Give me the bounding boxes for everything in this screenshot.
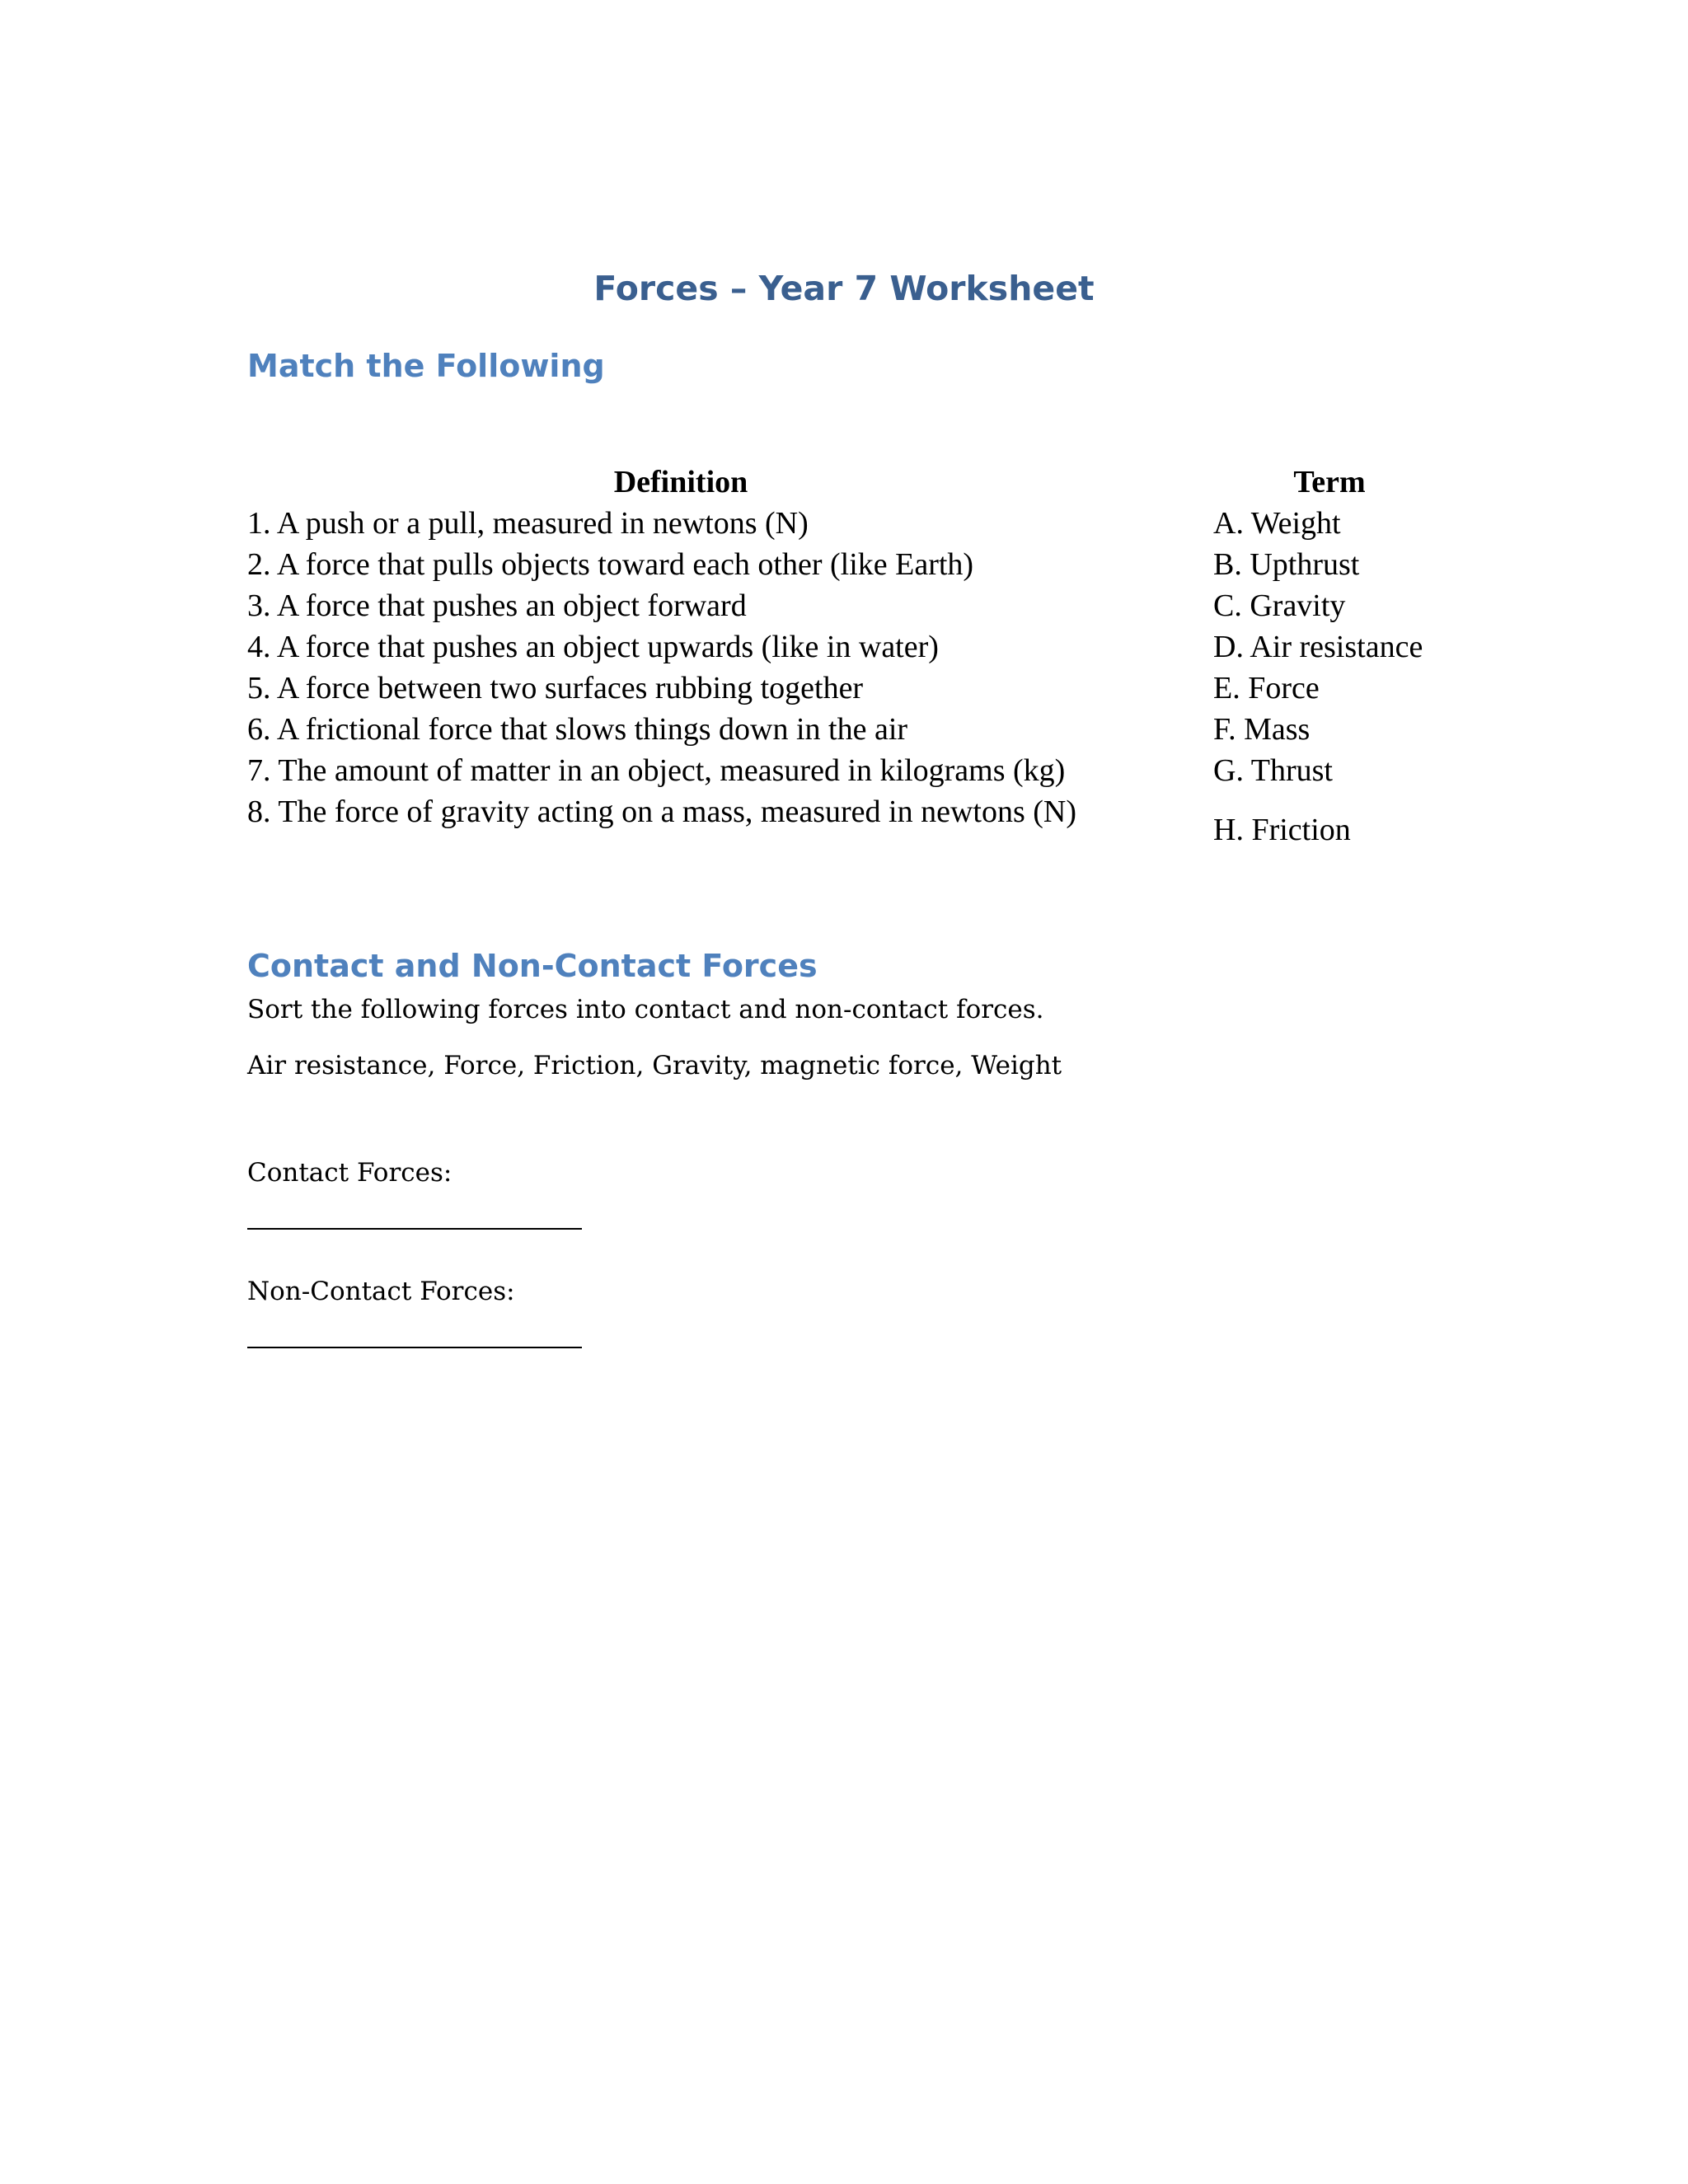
term-item: E. Force <box>1213 671 1320 705</box>
non-contact-forces-label: Non-Contact Forces: <box>247 1277 515 1306</box>
term-item: A. Weight <box>1213 506 1341 541</box>
non-contact-forces-answer-line[interactable] <box>247 1347 582 1348</box>
definition-item: 6. A frictional force that slows things down in the air <box>247 712 908 747</box>
forces-list: Air resistance, Force, Friction, Gravity, magnetic force, Weight <box>247 1051 1062 1080</box>
definition-item: 2. A force that pulls objects toward each other (like Earth) <box>247 547 974 582</box>
definition-item: 7. The amount of matter in an object, measured in kilograms (kg) <box>247 753 1066 788</box>
definition-item: 5. A force between two surfaces rubbing together <box>247 671 864 705</box>
term-column <box>1213 462 1461 851</box>
contact-forces-label: Contact Forces: <box>247 1158 452 1188</box>
definition-item: 1. A push or a pull, measured in newtons (N) <box>247 506 809 541</box>
term-item: B. Upthrust <box>1213 547 1360 582</box>
term-item: F. Mass <box>1213 712 1311 747</box>
term-item: D. Air resistance <box>1213 630 1423 664</box>
definition-item: 4. A force that pushes an object upwards (like in water) <box>247 630 939 664</box>
term-item: C. Gravity <box>1213 588 1346 623</box>
sort-instruction: Sort the following forces into contact and non-contact forces. <box>247 995 1044 1024</box>
match-section-heading: Match the Following <box>247 348 605 384</box>
definition-item: 3. A force that pushes an object forward <box>247 588 747 623</box>
term-item: G. Thrust <box>1213 753 1333 788</box>
definition-header: Definition <box>613 465 748 499</box>
contact-forces-answer-line[interactable] <box>247 1228 582 1230</box>
page-title: Forces – Year 7 Worksheet <box>593 269 1095 308</box>
definition-column <box>247 462 1170 835</box>
contact-section-heading: Contact and Non-Contact Forces <box>247 948 818 984</box>
term-header: Term <box>1293 465 1366 499</box>
definition-item: 8. The force of gravity acting on a mass, measured in newtons (N) <box>247 794 1076 829</box>
term-item: H. Friction <box>1213 813 1351 847</box>
